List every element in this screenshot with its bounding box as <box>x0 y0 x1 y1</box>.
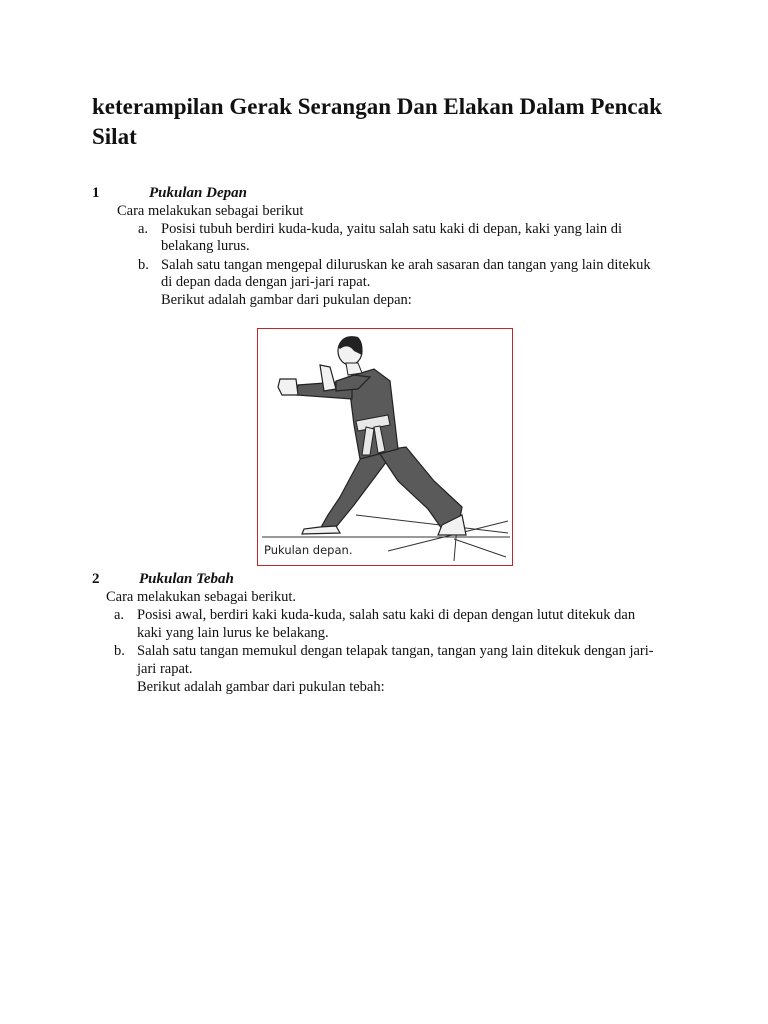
pencak-silat-stance-illustration <box>258 329 513 566</box>
section-2-title: Pukulan Tebah <box>139 571 234 587</box>
section-1-number: 1 <box>92 185 100 201</box>
section-1-intro: Cara melakukan sebagai berikut <box>117 203 304 219</box>
figure-caption: Pukulan depan. <box>264 543 353 557</box>
section-2-figure-intro: Berikut adalah gambar dari pukulan tebah: <box>137 679 385 695</box>
section-2-item-b-line-2: jari rapat. <box>137 661 193 677</box>
section-1-heading <box>92 184 392 202</box>
section-1-title: Pukulan Depan <box>149 185 247 201</box>
section-2-item-a-marker: a. <box>114 607 125 623</box>
section-1-figure-intro: Berikut adalah gambar dari pukulan depan: <box>161 292 412 308</box>
section-2-item-b-line-1: Salah satu tangan memukul dengan telapak tangan, tangan yang lain ditekuk dengan jari- <box>137 643 654 659</box>
section-2-item-b-marker: b. <box>114 643 125 659</box>
section-2-item-a-line-1: Posisi awal, berdiri kaki kuda-kuda, salah satu kaki di depan dengan lutut ditekuk dan <box>137 607 636 623</box>
section-1-item-a-line-2: belakang lurus. <box>161 238 250 254</box>
section-2-number: 2 <box>92 571 100 587</box>
section-2-item-a-line-2: kaki yang lain lurus ke belakang. <box>137 625 329 641</box>
document-title: keterampilan Gerak Serangan Dan Elakan Dalam Pencak Silat <box>92 94 662 149</box>
section-1-item-a-line-1: Posisi tubuh berdiri kuda-kuda, yaitu salah satu kaki di depan, kaki yang lain di <box>161 221 623 237</box>
section-1-item-a-marker: a. <box>138 221 149 237</box>
section-2-heading <box>92 570 392 588</box>
pukulan-depan-figure <box>257 328 513 566</box>
section-1-item-b-line-1: Salah satu tangan mengepal diluruskan ke arah sasaran dan tangan yang lain ditekuk <box>161 257 651 273</box>
section-2-intro: Cara melakukan sebagai berikut. <box>106 589 297 605</box>
section-1-item-b-line-2: di depan dada dengan jari-jari rapat. <box>161 274 371 290</box>
section-1-item-b-marker: b. <box>138 257 149 273</box>
